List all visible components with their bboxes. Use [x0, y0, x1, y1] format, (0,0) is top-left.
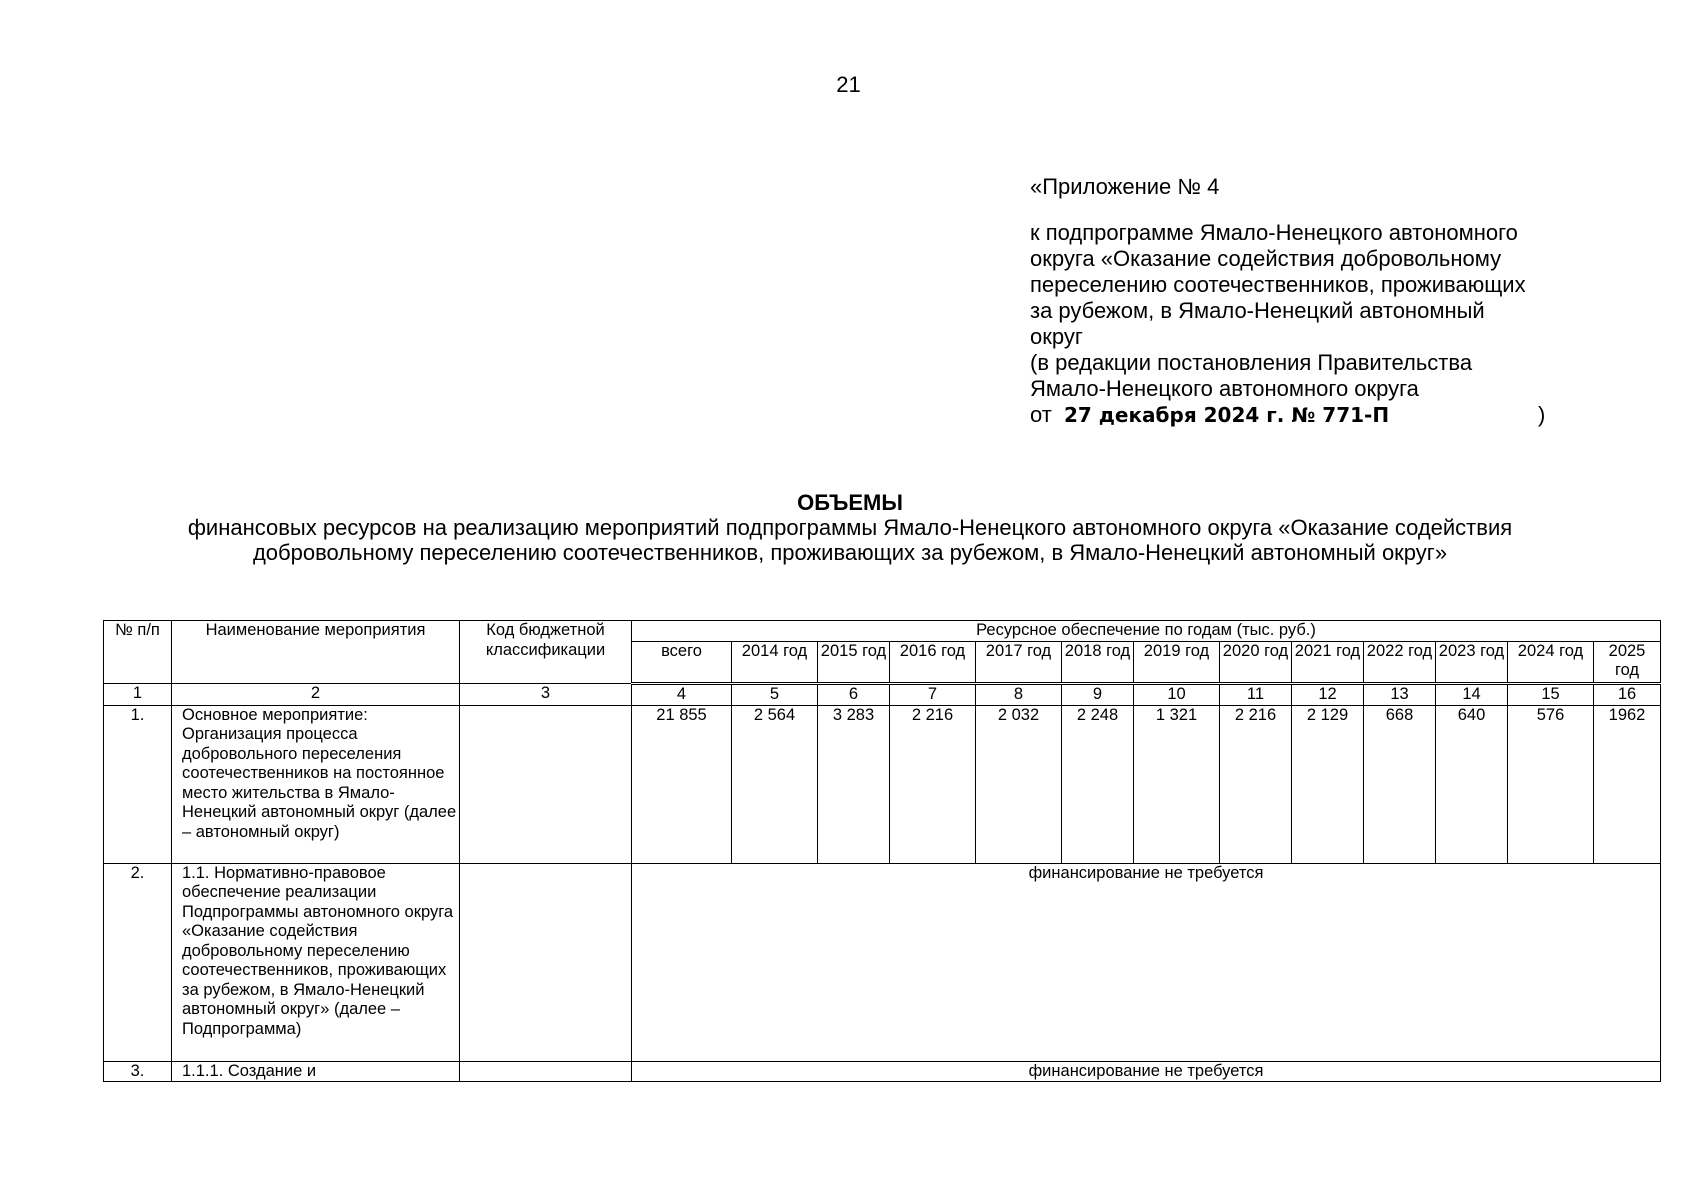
- header-year: 2014 год: [732, 641, 818, 683]
- header-resources: Ресурсное обеспечение по годам (тыс. руб.): [632, 621, 1661, 642]
- table-row: [104, 1061, 1661, 1082]
- table-row: [104, 705, 1661, 863]
- column-number: 7: [890, 683, 976, 705]
- column-number: 9: [1062, 683, 1134, 705]
- appendix-line: округа «Оказание содействия добровольному: [1030, 246, 1502, 271]
- header-code: Код бюджетной классификации: [460, 621, 632, 684]
- header-year: 2019 год: [1134, 641, 1220, 683]
- row-value: 2 564: [732, 705, 818, 863]
- appendix-line: переселению соотечественников, проживающих: [1030, 272, 1526, 297]
- header-total: всего: [632, 641, 732, 683]
- column-number: 12: [1292, 683, 1364, 705]
- row-name: 1.1.1. Создание и: [172, 1061, 460, 1082]
- row-note: финансирование не требуется: [632, 863, 1661, 1061]
- header-year: 2025 год: [1594, 641, 1661, 683]
- row-code: [460, 705, 632, 863]
- header-year: 2017 год: [976, 641, 1062, 683]
- resolution-date-line: [1030, 402, 1620, 428]
- appendix-line: Ямало-Ненецкого автономного округа: [1030, 376, 1419, 401]
- row-num: 2.: [104, 863, 172, 1061]
- table-row: [104, 863, 1661, 1061]
- row-value: 640: [1436, 705, 1508, 863]
- row-num: 1.: [104, 705, 172, 863]
- document-heading: [100, 490, 1600, 565]
- row-value: 2 032: [976, 705, 1062, 863]
- row-value: 576: [1508, 705, 1594, 863]
- row-value: 2 216: [890, 705, 976, 863]
- financing-table: [103, 620, 1661, 1082]
- header-name: Наименование мероприятия: [172, 621, 460, 684]
- column-number: 4: [632, 683, 732, 705]
- header-year: 2020 год: [1220, 641, 1292, 683]
- resolution-date: 27 декабря 2024 г. № 771-П: [1063, 403, 1390, 427]
- column-number: 15: [1508, 683, 1594, 705]
- row-value: 21 855: [632, 705, 732, 863]
- date-prefix: от: [1030, 402, 1052, 427]
- row-value: 1962: [1594, 705, 1661, 863]
- column-number: 16: [1594, 683, 1661, 705]
- row-name: Основное мероприятие: Организация процесса добровольного переселения соотечественников на постоянное место жительства в Ямало-Ненецкий автономный округ (далее – автономный округ): [172, 705, 460, 863]
- row-value: 2 216: [1220, 705, 1292, 863]
- row-value: 2 248: [1062, 705, 1134, 863]
- column-number: 8: [976, 683, 1062, 705]
- appendix-block: [1030, 174, 1620, 428]
- row-value: 1 321: [1134, 705, 1220, 863]
- heading-line: добровольному переселению соотечественников, проживающих за рубежом, в Ямало-Ненецкий автономный округ»: [252, 540, 1448, 565]
- header-year: 2015 год: [818, 641, 890, 683]
- column-number: 5: [732, 683, 818, 705]
- column-number: 10: [1134, 683, 1220, 705]
- row-value: 668: [1364, 705, 1436, 863]
- header-year: 2016 год: [890, 641, 976, 683]
- row-note: финансирование не требуется: [632, 1061, 1661, 1082]
- header-year: 2024 год: [1508, 641, 1594, 683]
- row-code: [460, 1061, 632, 1082]
- header-year: 2018 год: [1062, 641, 1134, 683]
- heading-line: финансовых ресурсов на реализацию мероприятий подпрограммы Ямало-Ненецкого автономного округа «Оказание содействия: [187, 515, 1513, 540]
- page-number: 21: [836, 72, 861, 97]
- appendix-title: «Приложение № 4: [1030, 174, 1220, 199]
- row-num: 3.: [104, 1061, 172, 1082]
- row-name: 1.1. Нормативно-правовое обеспечение реализации Подпрограммы автономного округа «Оказание содействия добровольному переселению соотечественников, проживающих за рубежом, в Ямало-Ненецкий автономный округ» (далее – Подпрограмма): [172, 863, 460, 1061]
- column-number: 2: [172, 683, 460, 705]
- column-number: 13: [1364, 683, 1436, 705]
- appendix-line: округ: [1030, 324, 1083, 349]
- heading-title: ОБЪЕМЫ: [797, 490, 903, 515]
- appendix-line: (в редакции постановления Правительства: [1030, 350, 1473, 375]
- date-suffix: ): [1538, 402, 1546, 427]
- header-num: № п/п: [104, 621, 172, 684]
- row-code: [460, 863, 632, 1061]
- column-number: 3: [460, 683, 632, 705]
- column-number: 6: [818, 683, 890, 705]
- row-value: 3 283: [818, 705, 890, 863]
- row-value: 2 129: [1292, 705, 1364, 863]
- appendix-line: к подпрограмме Ямало-Ненецкого автономного: [1030, 220, 1518, 245]
- header-year: 2023 год: [1436, 641, 1508, 683]
- column-number: 14: [1436, 683, 1508, 705]
- column-number: 1: [104, 683, 172, 705]
- appendix-line: за рубежом, в Ямало-Ненецкий автономный: [1030, 298, 1485, 323]
- header-year: 2021 год: [1292, 641, 1364, 683]
- header-year: 2022 год: [1364, 641, 1436, 683]
- column-number: 11: [1220, 683, 1292, 705]
